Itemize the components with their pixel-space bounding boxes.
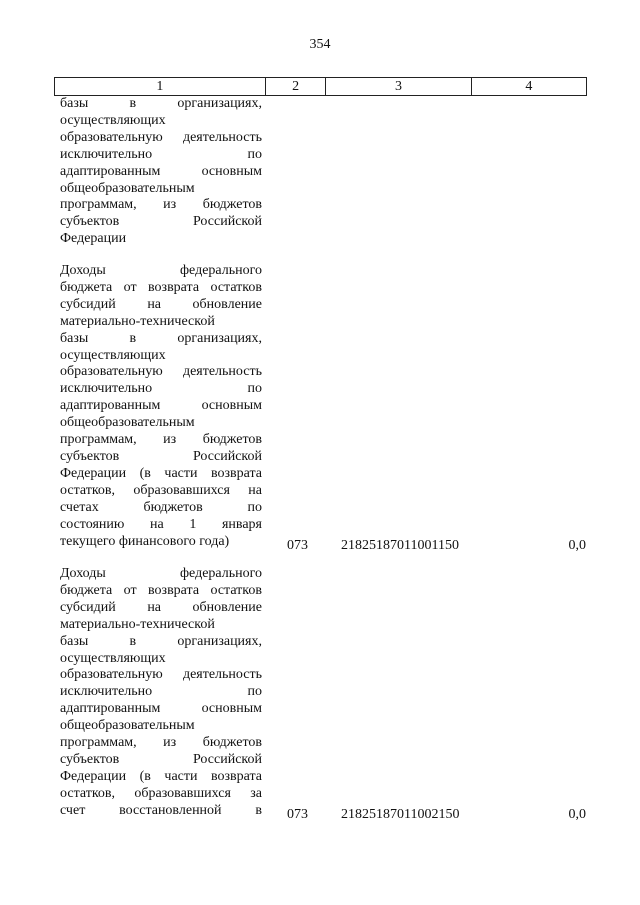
- description-line: исключительно по: [60, 684, 262, 700]
- description-line: образовательную деятельность: [60, 364, 262, 380]
- description-line: базы в организациях,: [60, 330, 262, 346]
- description-line: субсидий на обновление: [60, 296, 262, 312]
- description-line: образовательную деятельность: [60, 129, 262, 145]
- description-line: исключительно по: [60, 146, 262, 162]
- row-kbk: 21825187011002150: [341, 807, 460, 822]
- description-line: состоянию на 1 января: [60, 516, 262, 532]
- description-line: субсидий на обновление: [60, 599, 262, 615]
- description-line: материально-технической: [60, 313, 215, 329]
- description-line: общеобразовательным: [60, 415, 195, 431]
- description-line: общеобразовательным: [60, 180, 195, 196]
- row-value: 0,0: [568, 538, 586, 553]
- row-code: 073: [287, 538, 308, 553]
- description-line: базы в организациях,: [60, 633, 262, 649]
- description-line: субъектов Российской: [60, 214, 262, 230]
- row-description: [60, 566, 262, 820]
- description-line: Доходы федерального: [60, 263, 262, 278]
- row-description: [60, 96, 262, 248]
- column-header-4: 4: [471, 78, 586, 96]
- description-line: счетах бюджетов по: [60, 499, 262, 515]
- description-line: базы в организациях,: [60, 96, 262, 111]
- description-line: образовательную деятельность: [60, 667, 262, 683]
- description-line: Федерации: [60, 231, 127, 247]
- description-line: бюджета от возврата остатков: [60, 582, 262, 598]
- column-header-2: 2: [265, 78, 326, 96]
- description-line: программам, из бюджетов: [60, 197, 262, 213]
- description-line: адаптированным основным: [60, 398, 262, 414]
- column-header-3: 3: [326, 78, 471, 96]
- description-line: осуществляющих: [60, 347, 166, 363]
- description-line: осуществляющих: [60, 650, 166, 666]
- description-line: материально-технической: [60, 616, 215, 632]
- description-line: субъектов Российской: [60, 751, 262, 767]
- description-line: Федерации (в части возврата: [60, 768, 262, 784]
- description-line: бюджета от возврата остатков: [60, 279, 262, 295]
- description-line: субъектов Российской: [60, 448, 262, 464]
- description-line: Федерации (в части возврата: [60, 465, 262, 481]
- row-description: [60, 263, 262, 550]
- description-line: текущего финансового года): [60, 533, 230, 549]
- row-value: 0,0: [568, 807, 586, 822]
- row-code: 073: [287, 807, 308, 822]
- description-line: общеобразовательным: [60, 718, 195, 734]
- description-line: счет восстановленной в: [60, 802, 262, 818]
- description-line: Доходы федерального: [60, 566, 262, 581]
- column-header-1: 1: [55, 78, 266, 96]
- page-number: 354: [309, 37, 331, 52]
- description-line: исключительно по: [60, 381, 262, 397]
- table-header: [54, 77, 587, 96]
- description-line: программам, из бюджетов: [60, 432, 262, 448]
- description-line: адаптированным основным: [60, 701, 262, 717]
- description-line: программам, из бюджетов: [60, 735, 262, 751]
- description-line: осуществляющих: [60, 112, 166, 128]
- description-line: остатков, образовавшихся за: [60, 785, 262, 801]
- description-line: остатков, образовавшихся на: [60, 482, 262, 498]
- description-line: адаптированным основным: [60, 163, 262, 179]
- row-kbk: 21825187011001150: [341, 538, 459, 553]
